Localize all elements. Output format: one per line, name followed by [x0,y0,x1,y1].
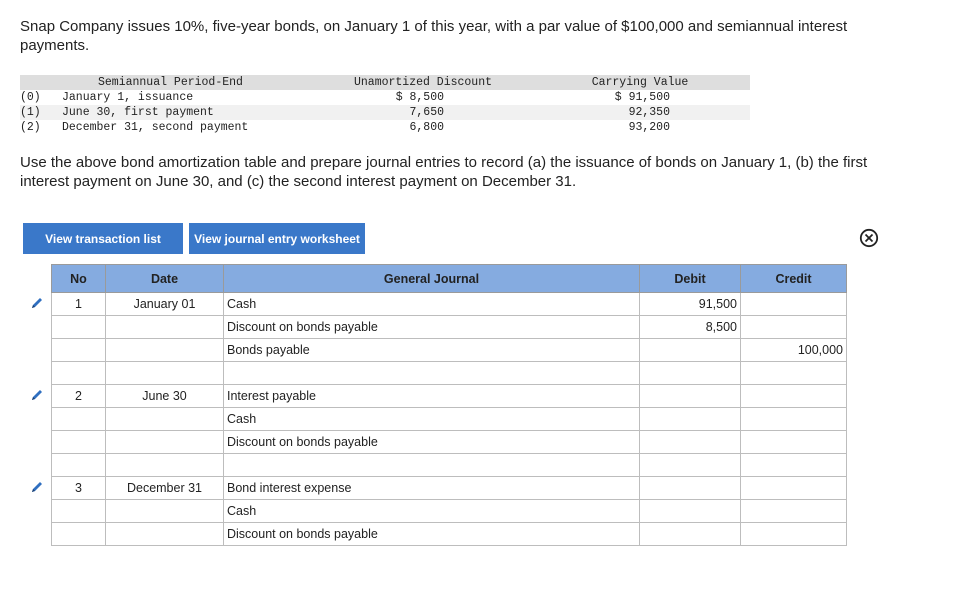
debit-amount [640,523,741,546]
header-general-journal: General Journal [224,265,640,293]
credit-amount [741,454,847,477]
table-row [52,500,847,523]
entry-no [52,523,106,546]
entry-no [52,362,106,385]
row-label: January 1, issuance [62,91,194,104]
account-name: Cash [224,408,640,431]
row-num: (0) [20,91,41,104]
entry-no [52,431,106,454]
row-label: June 30, first payment [62,106,214,119]
debit-amount [640,477,741,500]
table-row [52,431,847,454]
entry-date [106,316,224,339]
debit-amount: 8,500 [640,316,741,339]
entry-no: 2 [52,385,106,408]
credit-amount: 100,000 [741,339,847,362]
entry-no [52,500,106,523]
edit-entry-1-icon[interactable] [30,296,44,310]
table-row [52,293,847,316]
row-carrying: 92,350 [628,106,670,119]
edit-entry-3-icon[interactable] [30,480,44,494]
credit-amount [741,293,847,316]
entry-date [106,408,224,431]
entry-date: June 30 [106,385,224,408]
row-label: December 31, second payment [62,121,249,134]
account-name: Bond interest expense [224,477,640,500]
header-credit: Credit [741,265,847,293]
entry-date [106,431,224,454]
account-name: Discount on bonds payable [224,523,640,546]
credit-amount [741,408,847,431]
credit-amount [741,316,847,339]
header-period: Semiannual Period-End [98,76,243,89]
debit-amount [640,454,741,477]
row-num: (2) [20,121,41,134]
credit-amount [741,477,847,500]
table-row [52,523,847,546]
table-row [52,339,847,362]
row-discount: $ 8,500 [395,91,444,104]
row-discount: 6,800 [409,121,444,134]
table-row [52,408,847,431]
entry-date [106,500,224,523]
entry-date [106,523,224,546]
entry-date [106,339,224,362]
instructions: Use the above bond amortization table and prepare journal entries to record (a) the issuance of bonds on January 1, (b) the first interest payment on June 30, and (c) the second interest payment on December 31. [20,154,868,190]
debit-amount [640,431,741,454]
account-name [224,362,640,385]
header-carrying: Carrying Value [591,76,689,89]
row-num: (1) [20,106,41,119]
account-name: Discount on bonds payable [224,316,640,339]
debit-amount [640,500,741,523]
table-row [52,362,847,385]
entry-no: 3 [52,477,106,500]
table-row [52,385,847,408]
debit-amount [640,408,741,431]
row-carrying: $ 91,500 [614,91,670,104]
credit-amount [741,362,847,385]
credit-amount [741,431,847,454]
entry-no: 1 [52,293,106,316]
account-name: Cash [224,293,640,316]
debit-amount [640,362,741,385]
view-journal-entry-worksheet-button[interactable]: View journal entry worksheet [189,223,365,254]
header-no: No [52,265,106,293]
amortization-table [20,75,750,135]
account-name [224,454,640,477]
debit-amount [640,339,741,362]
entry-date: January 01 [106,293,224,316]
entry-date: December 31 [106,477,224,500]
entry-date [106,362,224,385]
header-date: Date [106,265,224,293]
table-row [52,316,847,339]
table-row [52,454,847,477]
general-journal-table [51,264,847,546]
entry-date [106,454,224,477]
account-name: Interest payable [224,385,640,408]
credit-amount [741,385,847,408]
table-row [52,477,847,500]
view-transaction-list-button[interactable]: View transaction list [23,223,183,254]
entry-no [52,339,106,362]
account-name: Discount on bonds payable [224,431,640,454]
header-debit: Debit [640,265,741,293]
entry-no [52,408,106,431]
edit-entry-2-icon[interactable] [30,388,44,402]
account-name: Cash [224,500,640,523]
close-icon[interactable] [859,228,879,248]
row-discount: 7,650 [409,106,444,119]
credit-amount [741,500,847,523]
journal-header-row [52,265,847,293]
problem-intro: Snap Company issues 10%, five-year bonds, on January 1 of this year, with a par value of $100,000 and semiannual interest payments. [20,18,848,54]
entry-no [52,316,106,339]
account-name: Bonds payable [224,339,640,362]
row-carrying: 93,200 [628,121,670,134]
debit-amount: 91,500 [640,293,741,316]
entry-no [52,454,106,477]
credit-amount [741,523,847,546]
debit-amount [640,385,741,408]
header-discount: Unamortized Discount [353,76,493,89]
